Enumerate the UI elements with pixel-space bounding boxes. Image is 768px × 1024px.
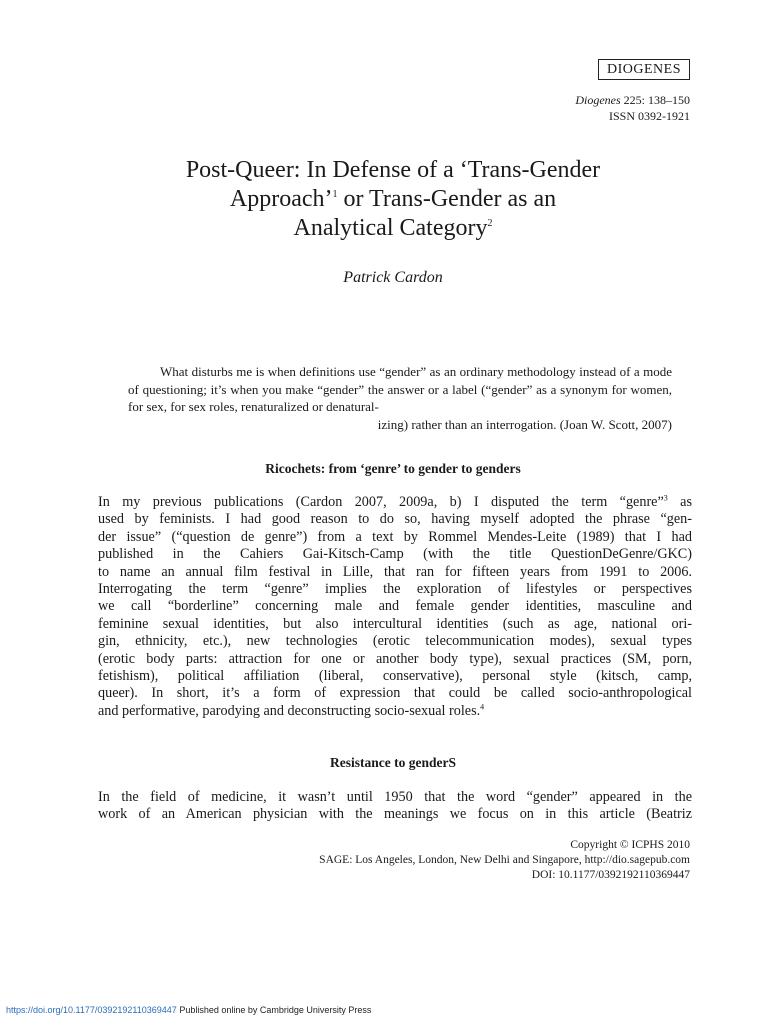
line-text: In my previous publications (Cardon 2007, 2009a, b) I disputed the term “genre”	[98, 494, 664, 510]
epigraph	[128, 363, 672, 433]
paragraph-line: used by feminists. I had good reason to do so, having myself adopted the phrase “gen-	[98, 511, 692, 528]
publisher-line: SAGE: Los Angeles, London, New Delhi and Singapore, http://dio.sagepub.com	[319, 854, 690, 866]
body-paragraph-1	[98, 494, 692, 720]
published-online-text: Published online by Cambridge University Press	[176, 1005, 372, 1015]
title-line-3: Analytical Category	[293, 215, 488, 241]
journal-volume-pages	[575, 92, 690, 108]
line-text: and performative, parodying and deconstructing socio-sexual roles.	[98, 702, 481, 719]
body-paragraph-2	[98, 789, 692, 824]
paragraph-line: to name an annual film festival in Lille, that ran for fifteen years from 1991 to 2006.	[98, 563, 692, 580]
paragraph-line: Interrogating the term “genre” implies the exploration of lifestyles or perspectives	[98, 581, 692, 598]
paragraph-line	[98, 494, 692, 511]
footnote-ref-3[interactable]: 3	[663, 493, 668, 503]
copyright-block	[319, 838, 690, 883]
paragraph-line: In the field of medicine, it wasn’t until 1950 that the word “gender” appeared in the	[98, 789, 692, 805]
doi-line: DOI: 10.1177/0392192110369447	[531, 869, 690, 881]
footnote-ref-4[interactable]: 4	[480, 702, 485, 712]
line-tail: as	[667, 494, 692, 510]
paragraph-line: queer). In short, it’s a form of expression that could be called socio-anthropological	[98, 685, 692, 702]
paragraph-line: fetishism), political affiliation (liberal, conservative), personal style (kitsch, camp,	[98, 668, 692, 685]
copyright-line: Copyright © ICPHS 2010	[570, 839, 690, 851]
paragraph-line: feminine sexual identities, but also intercultural identities (such as age, national ori-	[98, 615, 692, 632]
paragraph-line	[98, 703, 692, 720]
author-name: Patrick Cardon	[343, 269, 443, 286]
section-heading-resistance: Resistance to genderS	[330, 755, 456, 770]
article-title	[98, 156, 688, 243]
section-heading-ricochets: Ricochets: from ‘genre’ to gender to genders	[265, 461, 521, 476]
title-line-2b: or Trans-Gender as an	[337, 186, 557, 212]
paragraph-line: we call “borderline” concerning male and female gender identities, masculine and	[98, 598, 692, 615]
journal-citation-pages: 225: 138–150	[620, 93, 690, 107]
title-line-1: Post-Queer: In Defense of a ‘Trans-Gender	[185, 157, 601, 183]
paragraph-line: work of an American physician with the meanings we focus on in this article (Beatriz	[98, 806, 692, 823]
page-footer	[6, 1005, 371, 1015]
paragraph-line: (erotic body parts: attraction for one or another body type), sexual practices (SM, porn,	[98, 650, 692, 667]
journal-issn: ISSN 0392-1921	[608, 109, 690, 123]
journal-citation	[575, 92, 690, 124]
paragraph-line: gin, ethnicity, etc.), new technologies (erotic telecommunication modes), sexual types	[98, 633, 692, 650]
paragraph-line: published in the Cahiers Gai-Kitsch-Camp (with the title QuestionDeGenre/GKC)	[98, 546, 692, 563]
paragraph-line: der issue” (“question de genre”) from a text by Rommel Mendes-Leite (1989) that I had	[98, 528, 692, 545]
title-footnote-2[interactable]: 2	[487, 218, 493, 229]
epigraph-attribution: izing) rather than an interrogation. (Joan W. Scott, 2007)	[377, 416, 672, 432]
journal-citation-name: Diogenes	[575, 93, 621, 107]
journal-name-box: DIOGENES	[598, 59, 690, 80]
epigraph-text: What disturbs me is when definitions use “gender” as an ordinary methodology instead of a mode of questioning; it’s when you make “gender” the answer or a label (“gender” as a synonym for women, for sex, for sex roles, renaturalized or denatural-	[128, 364, 672, 414]
doi-link[interactable]: https://doi.org/10.1177/0392192110369447	[6, 1005, 177, 1015]
title-footnote-1[interactable]: 1	[332, 189, 338, 200]
title-line-2a: Approach’	[229, 186, 333, 212]
